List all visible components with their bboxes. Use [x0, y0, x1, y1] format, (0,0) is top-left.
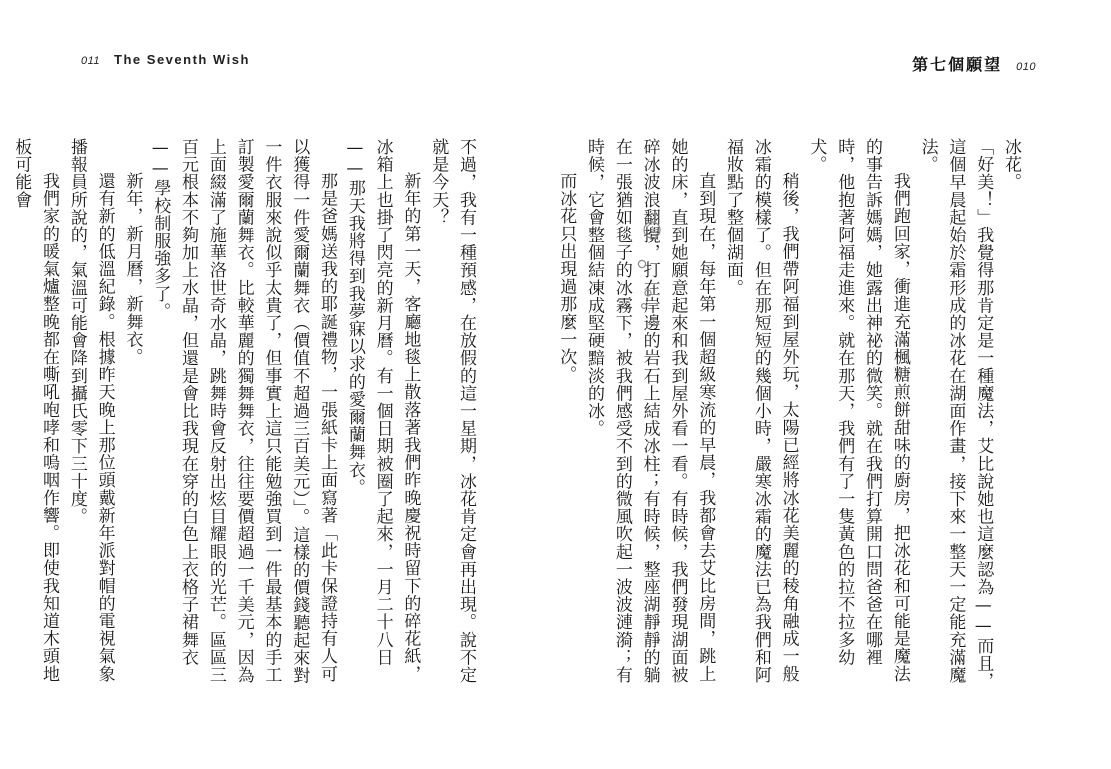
paragraph: 我們跑回家，衝進充滿楓糖煎餅甜味的廚房，把冰花和可能是魔法的事告訴媽媽，她露出神祕的微笑。就在我們打算開口問爸爸在哪裡時，他抱著阿福走進來。就在那天，我們有了一隻黃色的拉不拉多幼犬。 [806, 138, 910, 683]
paragraph: 新年的第一天，客廳地毯上散落著我們昨晚慶祝時留下的碎花紙，冰箱上也掛了閃亮的新月曆。有一個日期被圈了起來，一月二十八日——那天我將得到我夢寐以求的愛爾蘭舞衣。 [344, 138, 421, 683]
bubbles-icon [628, 218, 668, 328]
paragraph: 還有新的低溫紀錄。根據昨天晚上那位頭戴新年派對帽的電視氣象播報員所說的，氣溫可能會降到攝氏零下三十度。 [66, 138, 115, 683]
right-page-text [556, 138, 1024, 698]
paragraph: 稍後，我們帶阿福到屋外玩，太陽已經將冰花美麗的稜角融成一般冰霜的模樣了。但在那短短的幾個小時，嚴寒冰霜的魔法已為我們和阿福妝點了整個湖面。 [723, 138, 799, 684]
right-page-number: 010 [1016, 61, 1036, 73]
paragraph: 冰花。 [1001, 138, 1021, 191]
left-running-title: The Seventh Wish [114, 52, 250, 67]
paragraph: 那是爸媽送我的耶誕禮物，一張紙卡上面寫著「此卡保證持有人可以獲得一件愛爾蘭舞衣（價值不超過三百美元）」。這樣的價錢聽起來對一件衣服來說似乎太貴了，但事實上這只能勉強買到一件最基本的手工訂製愛爾蘭舞衣。比較華麗的獨舞舞衣，往往要價超過一千美元，因為上面綴滿了施華洛世奇水晶，跳舞時會反射出炫目耀眼的光芒。區區三百元根本不夠加上水晶，但還是會比我現在穿的白色上衣格子裙舞衣——學校制服強多了。 [150, 138, 338, 685]
paragraph: 直到現在，每年第一個超級寒流的早晨，我都會去艾比房間，跳上她的床，直到她願意起來和我到屋外看一看。有時候，我們發現湖面被碎冰波浪翻攪，打在岸邊的岩石上結成冰柱；有時候，整座湖靜靜的躺在一張猶如毯子的冰霧下，被我們感受不到的微風吹起一波波漣漪；有時候，它會整個結凍成堅硬黯淡的冰。 [584, 138, 716, 684]
right-running-title: 第七個願望 [912, 55, 1003, 74]
left-page-header [81, 52, 250, 76]
bubbles-drawing [628, 218, 668, 328]
paragraph: 新年，新月曆，新舞衣。 [122, 172, 143, 366]
right-page-header [912, 52, 1036, 76]
left-page-number: 011 [81, 55, 101, 67]
paragraph: 我們家的暖氣爐整晚都在嘶吼咆哮和嗚咽作響。即使我知道木頭地板可能會 [11, 138, 60, 683]
paragraph: 不過，我有一種預感，在放假的這一星期，冰花肯定會再出現。說不定就是今天？ [428, 138, 476, 684]
paragraph: 「好美！」我覺得那肯定是一種魔法，艾比說她也這麼認為——而且，這個早晨起始於霜形成的冰花在湖面作畫，接下來一整天一定能充滿魔法。 [917, 138, 994, 690]
left-page-text [11, 138, 479, 698]
paragraph: 而冰花只出現過那麼一次。 [556, 172, 577, 384]
